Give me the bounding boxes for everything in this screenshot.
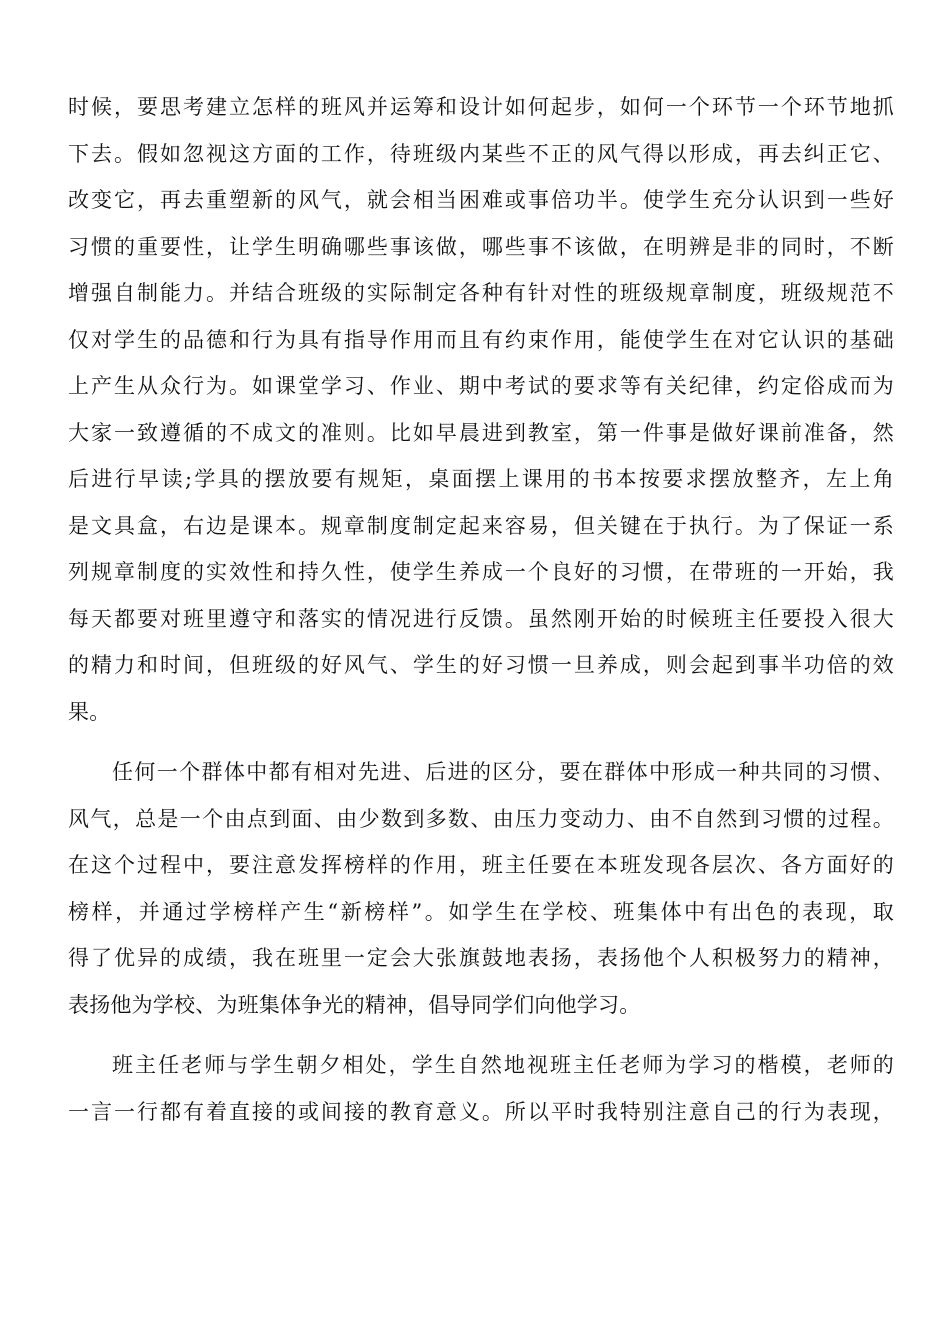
text-line: 下去。假如忽视这方面的工作，待班级内某些不正的风气得以形成，再去纠正它、: [68, 141, 894, 166]
text-line: 每天都要对班里遵守和落实的情况进行反馈。虽然刚开始的时候班主任要投入很大: [68, 606, 894, 631]
text-line: 习惯的重要性，让学生明确哪些事该做，哪些事不该做，在明辨是非的同时，不断: [68, 234, 894, 259]
text-line: 表扬他为学校、为班集体争光的精神，倡导同学们向他学习。: [68, 992, 641, 1017]
text-line: 改变它，再去重塑新的风气，就会相当困难或事倍功半。使学生充分认识到一些好: [68, 188, 894, 212]
text-line: 列规章制度的实效性和持久性，使学生养成一个良好的习惯，在带班的一开始，我: [68, 560, 894, 584]
text-line: 的精力和时间，但班级的好风气、学生的好习惯一旦养成，则会起到事半功倍的效: [68, 653, 894, 677]
text-line: 大家一致遵循的不成文的准则。比如早晨进到教室，第一件事是做好课前准备，然: [68, 420, 894, 445]
text-line: 增强自制能力。并结合班级的实际制定各种有针对性的班级规章制度，班级规范不: [68, 281, 894, 305]
text-line: 任何一个群体中都有相对先进、后进的区分，要在群体中形成一种共同的习惯、: [112, 760, 894, 784]
text-line: 得了优异的成绩，我在班里一定会大张旗鼓地表扬，表扬他个人积极努力的精神，: [68, 946, 894, 970]
text-line: 时候，要思考建立怎样的班风并运筹和设计如何起步，如何一个环节一个环节地抓: [68, 95, 894, 119]
text-line: 班主任老师与学生朝夕相处，学生自然地视班主任老师为学习的楷模，老师的: [112, 1053, 894, 1077]
text-line: 一言一行都有着直接的或间接的教育意义。所以平时我特别注意自己的行为表现，: [68, 1099, 894, 1124]
text-line: 风气，总是一个由点到面、由少数到多数、由压力变动力、由不自然到习惯的过程。: [68, 806, 894, 831]
text-line: 是文具盒，右边是课本。规章制度制定起来容易，但关键在于执行。为了保证一系: [68, 513, 894, 538]
text-line: 上产生从众行为。如课堂学习、作业、期中考试的要求等有关纪律，约定俗成而为: [68, 374, 894, 398]
text-line: 果。: [68, 699, 111, 724]
text-line: 仅对学生的品德和行为具有指导作用而且有约束作用，能使学生在对它认识的基础: [68, 327, 894, 352]
text-line: 榜样，并通过学榜样产生“新榜样”。如学生在学校、班集体中有出色的表现，取: [68, 899, 894, 924]
text-line: 在这个过程中，要注意发挥榜样的作用，班主任要在本班发现各层次、各方面好的: [68, 853, 894, 877]
text-line: 后进行早读;学具的摆放要有规矩，桌面摆上课用的书本按要求摆放整齐，左上角: [68, 467, 894, 491]
document-body: [68, 84, 894, 1135]
